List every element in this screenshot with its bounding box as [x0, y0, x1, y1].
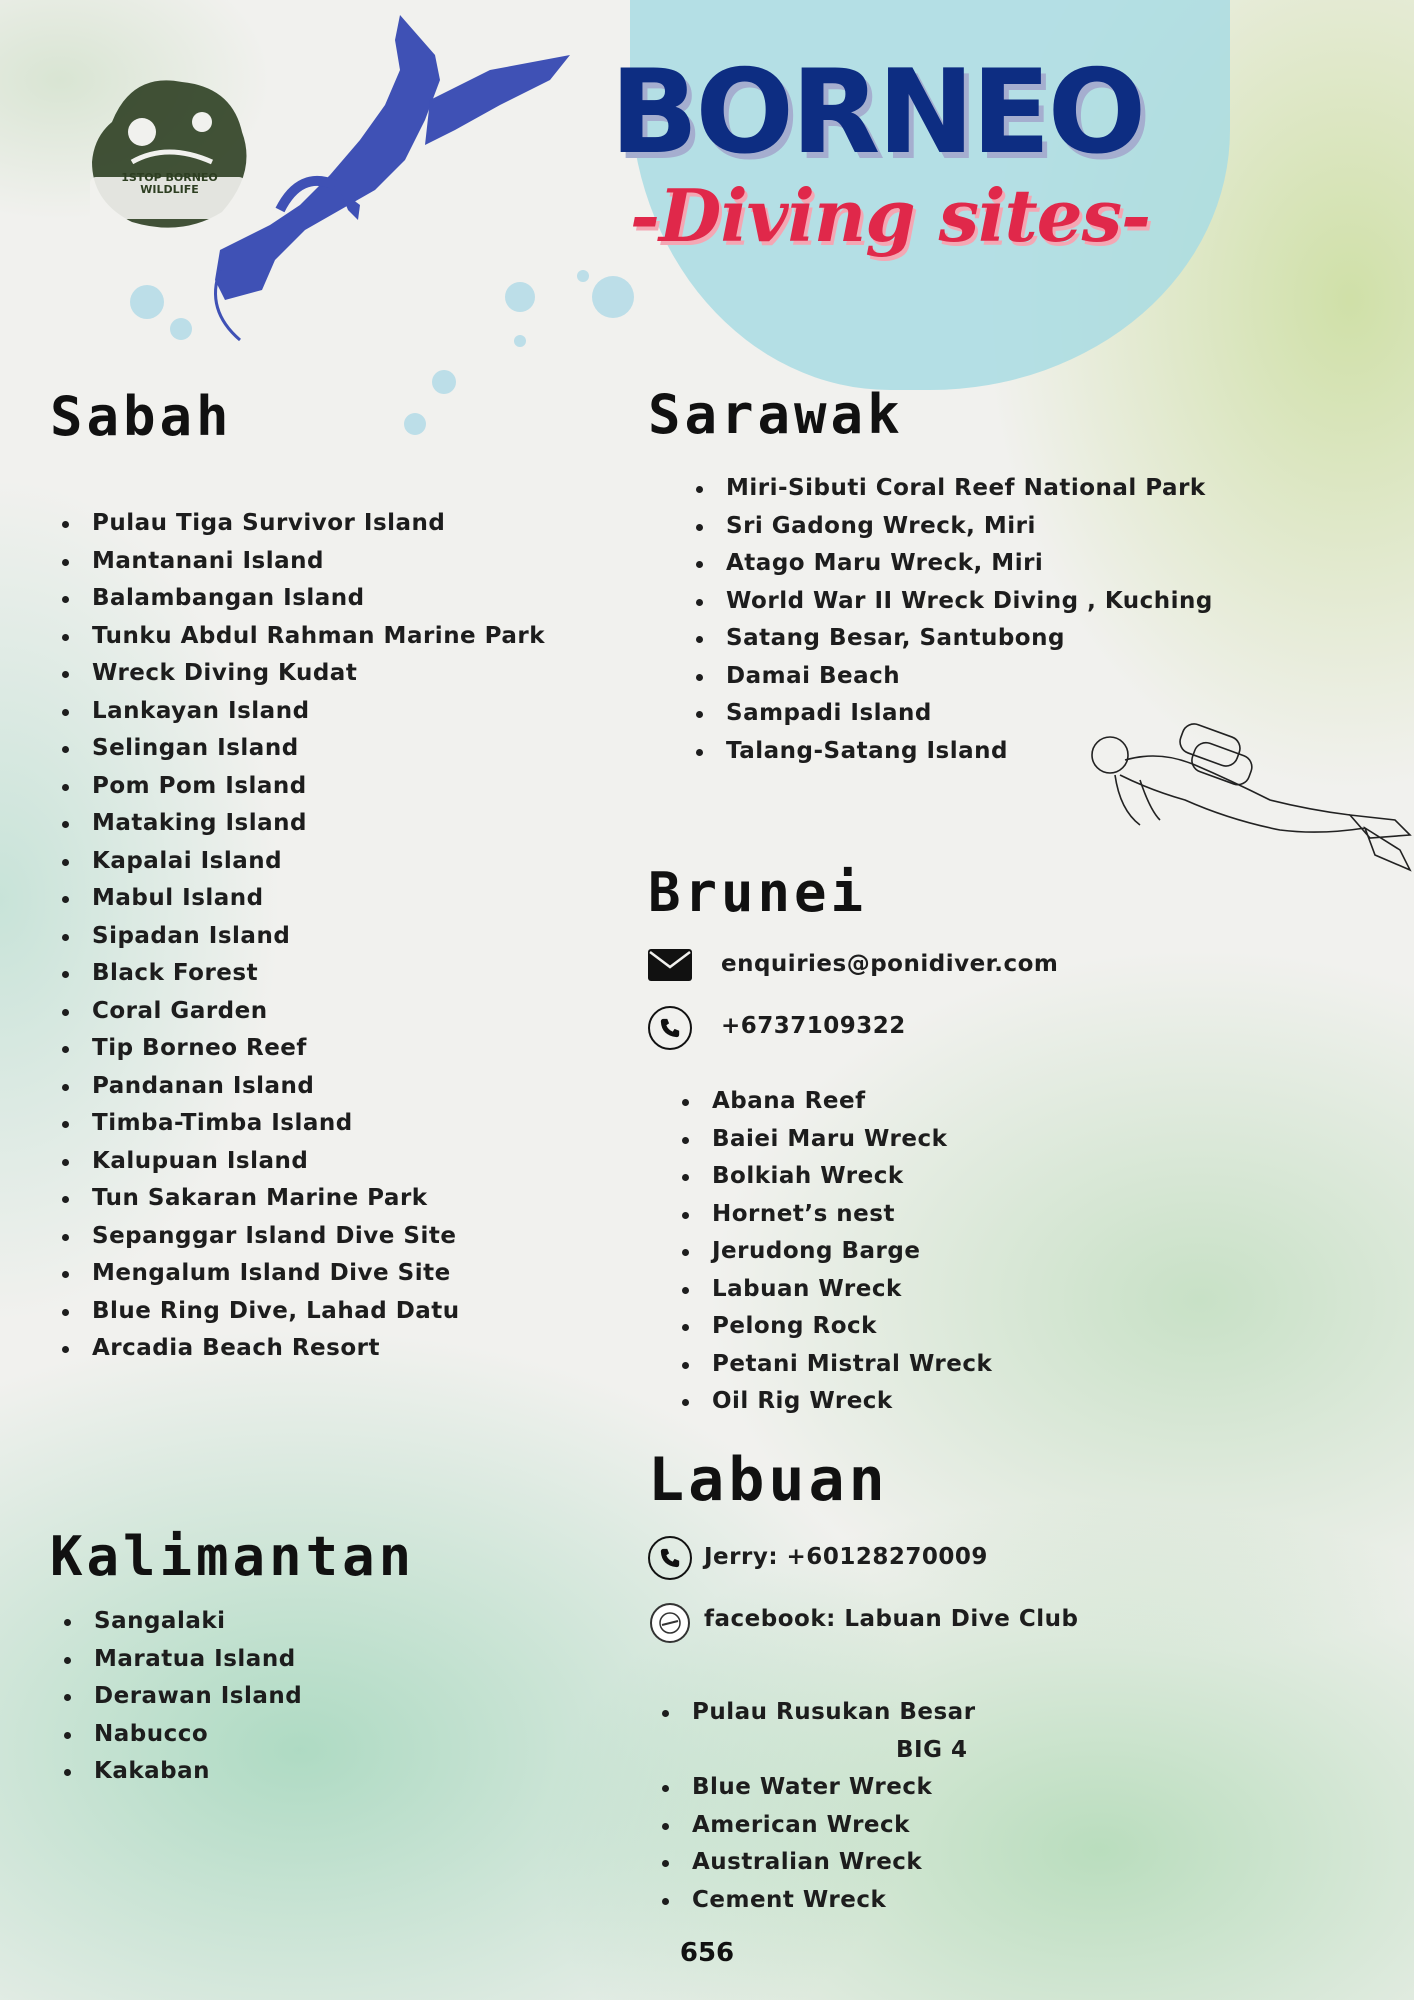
- phone-icon: [648, 1536, 692, 1580]
- list-item: American Wreck: [660, 1807, 1120, 1845]
- list-item: Lankayan Island: [60, 693, 620, 731]
- diver-line-art-icon: [1080, 720, 1414, 890]
- page-number: 656: [679, 1938, 735, 1968]
- list-item: Bolkiah Wreck: [680, 1158, 1100, 1196]
- labuan-list: [660, 1694, 1120, 1919]
- sabah-heading: Sabah: [50, 385, 233, 448]
- list-item: Tunku Abdul Rahman Marine Park: [60, 618, 620, 656]
- list-item: Pulau Rusukan Besar: [660, 1694, 1120, 1732]
- list-item: Labuan Wreck: [680, 1271, 1100, 1309]
- dive-club-logo-icon: [650, 1603, 690, 1643]
- list-item: Sepanggar Island Dive Site: [60, 1218, 620, 1256]
- list-item: Sri Gadong Wreck, Miri: [694, 508, 1234, 546]
- list-item: Sampadi Island: [694, 695, 1234, 733]
- sabah-list: [60, 505, 620, 1368]
- list-item: Pulau Tiga Survivor Island: [60, 505, 620, 543]
- list-item: Satang Besar, Santubong: [694, 620, 1234, 658]
- bubble: [404, 413, 426, 435]
- list-item: Blue Ring Dive, Lahad Datu: [60, 1293, 620, 1331]
- labuan-facebook[interactable]: facebook: Labuan Dive Club: [704, 1606, 1079, 1632]
- big4-label: BIG 4: [896, 1736, 968, 1763]
- list-item: Wreck Diving Kudat: [60, 655, 620, 693]
- brunei-email[interactable]: enquiries@ponidiver.com: [721, 951, 1059, 977]
- logo-text: 1STOP BORNEO WILDLIFE: [121, 171, 218, 197]
- list-item: Pelong Rock: [680, 1308, 1100, 1346]
- list-item: Pandanan Island: [60, 1068, 620, 1106]
- list-item: Sangalaki: [62, 1603, 462, 1641]
- list-item: Derawan Island: [62, 1678, 462, 1716]
- list-item: Sipadan Island: [60, 918, 620, 956]
- list-item: Balambangan Island: [60, 580, 620, 618]
- labuan-heading: Labuan: [648, 1445, 889, 1515]
- list-item: Blue Water Wreck: [660, 1769, 1120, 1807]
- list-item: Black Forest: [60, 955, 620, 993]
- kalimantan-heading: Kalimantan: [50, 1525, 416, 1588]
- list-item: Timba-Timba Island: [60, 1105, 620, 1143]
- list-item: Miri-Sibuti Coral Reef National Park: [694, 470, 1234, 508]
- list-item: Australian Wreck: [660, 1844, 1120, 1882]
- list-item: Nabucco: [62, 1716, 462, 1754]
- list-item: Selingan Island: [60, 730, 620, 768]
- list-item: Baiei Maru Wreck: [680, 1121, 1100, 1159]
- page-title: BORNEO: [610, 45, 1144, 180]
- bubble: [592, 276, 634, 318]
- list-item: Coral Garden: [60, 993, 620, 1031]
- bubble: [130, 285, 164, 319]
- kalimantan-list: [62, 1603, 462, 1791]
- list-item: Hornet’s nest: [680, 1196, 1100, 1234]
- diver-silhouette-icon: [200, 10, 580, 410]
- list-item: Pom Pom Island: [60, 768, 620, 806]
- list-item: Jerudong Barge: [680, 1233, 1100, 1271]
- list-item: Oil Rig Wreck: [680, 1383, 1100, 1421]
- list-item: Petani Mistral Wreck: [680, 1346, 1100, 1384]
- list-item: Damai Beach: [694, 658, 1234, 696]
- list-item: Maratua Island: [62, 1641, 462, 1679]
- list-item: Cement Wreck: [660, 1882, 1120, 1920]
- list-item: Arcadia Beach Resort: [60, 1330, 620, 1368]
- list-item: World War II Wreck Diving , Kuching: [694, 583, 1234, 621]
- list-item: Mabul Island: [60, 880, 620, 918]
- list-item: Kakaban: [62, 1753, 462, 1791]
- list-item: Abana Reef: [680, 1083, 1100, 1121]
- list-item: Kalupuan Island: [60, 1143, 620, 1181]
- brunei-heading: Brunei: [648, 861, 868, 924]
- brunei-phone[interactable]: +6737109322: [721, 1013, 906, 1039]
- phone-icon: [648, 1006, 692, 1050]
- list-item: Mengalum Island Dive Site: [60, 1255, 620, 1293]
- list-item: Tun Sakaran Marine Park: [60, 1180, 620, 1218]
- bubble: [170, 318, 192, 340]
- envelope-icon: [648, 949, 692, 981]
- brunei-list: [680, 1083, 1100, 1421]
- list-item: Talang-Satang Island: [694, 733, 1234, 771]
- list-item: Mantanani Island: [60, 543, 620, 581]
- list-item: Atago Maru Wreck, Miri: [694, 545, 1234, 583]
- list-item: Tip Borneo Reef: [60, 1030, 620, 1068]
- page-subtitle: -Diving sites-: [630, 173, 1150, 258]
- list-item: Kapalai Island: [60, 843, 620, 881]
- labuan-phone[interactable]: Jerry: +60128270009: [704, 1544, 988, 1570]
- list-item: Mataking Island: [60, 805, 620, 843]
- sarawak-heading: Sarawak: [648, 383, 904, 446]
